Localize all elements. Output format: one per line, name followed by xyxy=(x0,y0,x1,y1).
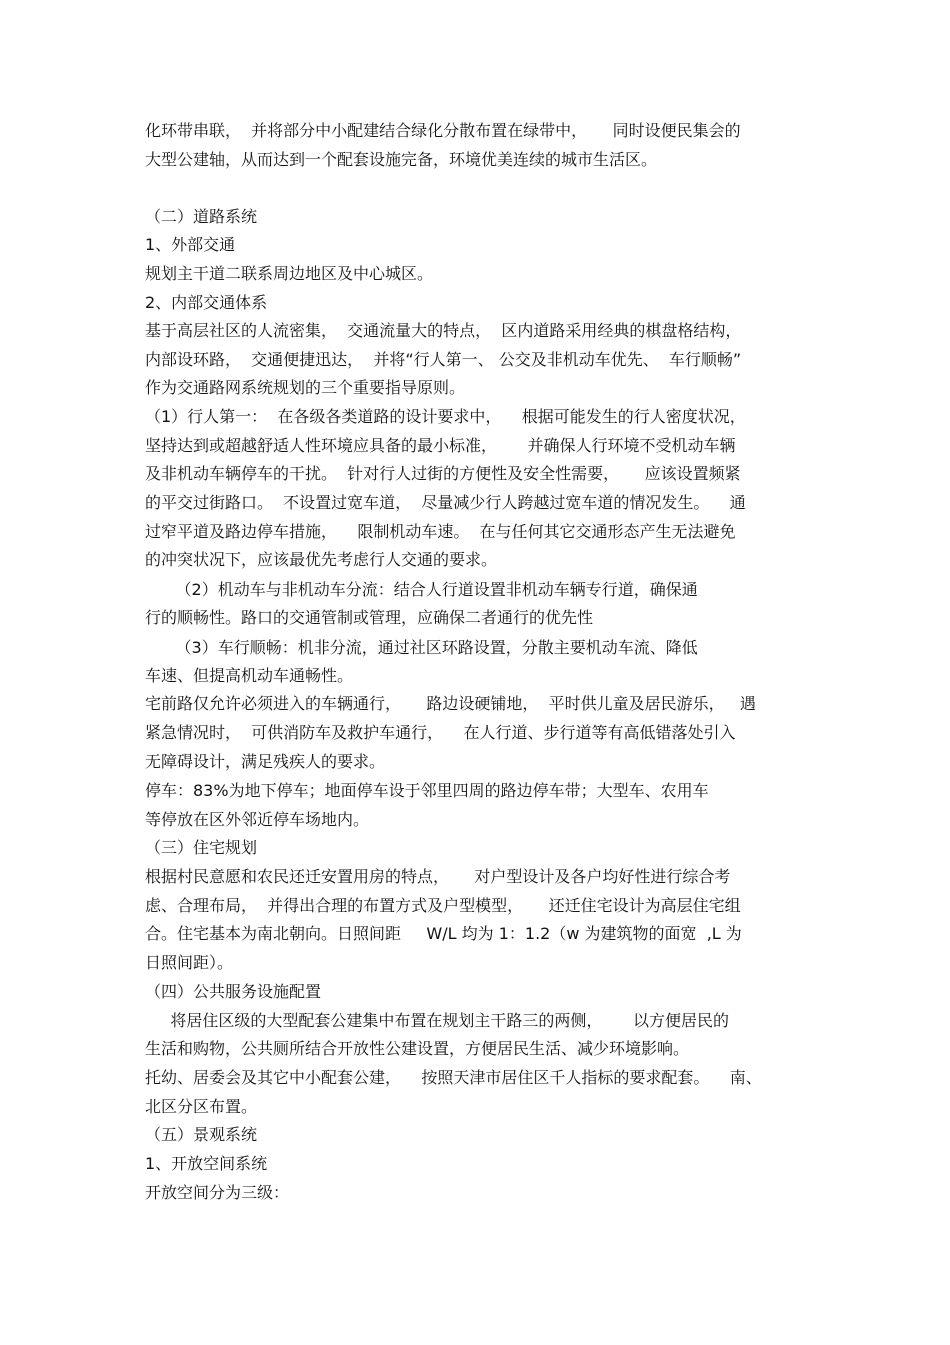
text-line: 紧急情况时， 可供消防车及救护车通行， 在人行道、步行道等有高低错落处引入 xyxy=(145,723,736,742)
text-line: 停车：83%为地下停车；地面停车设于邻里四周的路边停车带；大型车、农用车 xyxy=(145,781,709,800)
text-line: 北区分区布置。 xyxy=(145,1097,258,1116)
text-line: 托幼、居委会及其它中小配套公建， 按照天津市居住区千人指标的要求配套。 南、 xyxy=(145,1068,762,1087)
text-line: 合。住宅基本为南北朝向。日照间距 W/L 均为 1：1.2（w 为建筑物的面宽 ,L 为 xyxy=(145,924,742,943)
text-line: （1）行人第一： 在各级各类道路的设计要求中， 根据可能发生的行人密度状况， xyxy=(145,407,746,426)
text-line: 及非机动车辆停车的干扰。 针对行人过街的方便性及安全性需要， 应该设置频紧 xyxy=(145,464,741,483)
text-line: 将居住区级的大型配套公建集中布置在规划主干路三的两侧， 以方便居民的 xyxy=(145,1011,729,1030)
section-heading: （五）景观系统 xyxy=(145,1125,258,1144)
text-line: 生活和购物，公共厕所结合开放性公建设置，方便居民生活、减少环境影响。 xyxy=(145,1039,690,1058)
subsection-heading: 1、开放空间系统 xyxy=(145,1154,268,1173)
section-heading: （三）住宅规划 xyxy=(145,838,258,857)
text-line: 坚持达到或超越舒适人性环境应具备的最小标准， 并确保人行环境不受机动车辆 xyxy=(145,436,736,455)
text-line: 作为交通路网系统规划的三个重要指导原则。 xyxy=(145,378,466,397)
text-line: 车速、但提高机动车通畅性。 xyxy=(145,666,354,685)
subsection-heading: 1、外部交通 xyxy=(145,235,236,254)
section-heading: （四）公共服务设施配置 xyxy=(145,982,322,1001)
text-line: 行的顺畅性。路口的交通管制或管理，应确保二者通行的优先性 xyxy=(145,608,594,627)
text-line: 化环带串联， 并将部分中小配建结合绿化分散布置在绿带中， 同时设便民集会的 xyxy=(145,121,741,140)
text-line: 宅前路仅允许必须进入的车辆通行， 路边设硬铺地， 平时供儿童及居民游乐， 遇 xyxy=(145,694,756,713)
text-line: 开放空间分为三级： xyxy=(145,1183,290,1202)
text-line: 大型公建轴，从而达到一个配套设施完备，环境优美连续的城市生活区。 xyxy=(145,150,658,169)
text-line: （3）车行顺畅：机非分流，通过社区环路设置，分散主要机动车流、降低 xyxy=(145,638,698,657)
section-heading: （二）道路系统 xyxy=(145,207,258,226)
text-line: 过窄平道及路边停车措施， 限制机动车速。 在与任何其它交通形态产生无法避免 xyxy=(145,522,736,541)
text-line: （2）机动车与非机动车分流：结合人行道设置非机动车辆专行道，确保通 xyxy=(145,580,698,599)
text-line: 无障碍设计，满足残疾人的要求。 xyxy=(145,752,386,771)
subsection-heading: 2、内部交通体系 xyxy=(145,293,268,312)
text-line: 等停放在区外邻近停车场地内。 xyxy=(145,810,370,829)
text-line: 虑、合理布局， 并得出合理的布置方式及户型模型， 还迁住宅设计为高层住宅组 xyxy=(145,896,741,915)
text-line: 基于高层社区的人流密集， 交通流量大的特点， 区内道路采用经典的棋盘格结构， xyxy=(145,321,742,340)
text-line: 规划主干道二联系周边地区及中心城区。 xyxy=(145,264,434,283)
text-line: 的平交过街路口。 不设置过宽车道， 尽量减少行人跨越过宽车道的情况发生。 通 xyxy=(145,493,746,512)
text-line: 根据村民意愿和农民还迁安置用房的特点， 对户型设计及各户均好性进行综合考 xyxy=(145,867,731,886)
text-line: 的冲突状况下，应该最优先考虑行人交通的要求。 xyxy=(145,550,498,569)
text-line: 日照间距）。 xyxy=(145,953,234,972)
text-line: 内部设环路， 交通便捷迅达， 并将“行人第一、 公交及非机动车优先、 车行顺畅” xyxy=(145,350,742,369)
